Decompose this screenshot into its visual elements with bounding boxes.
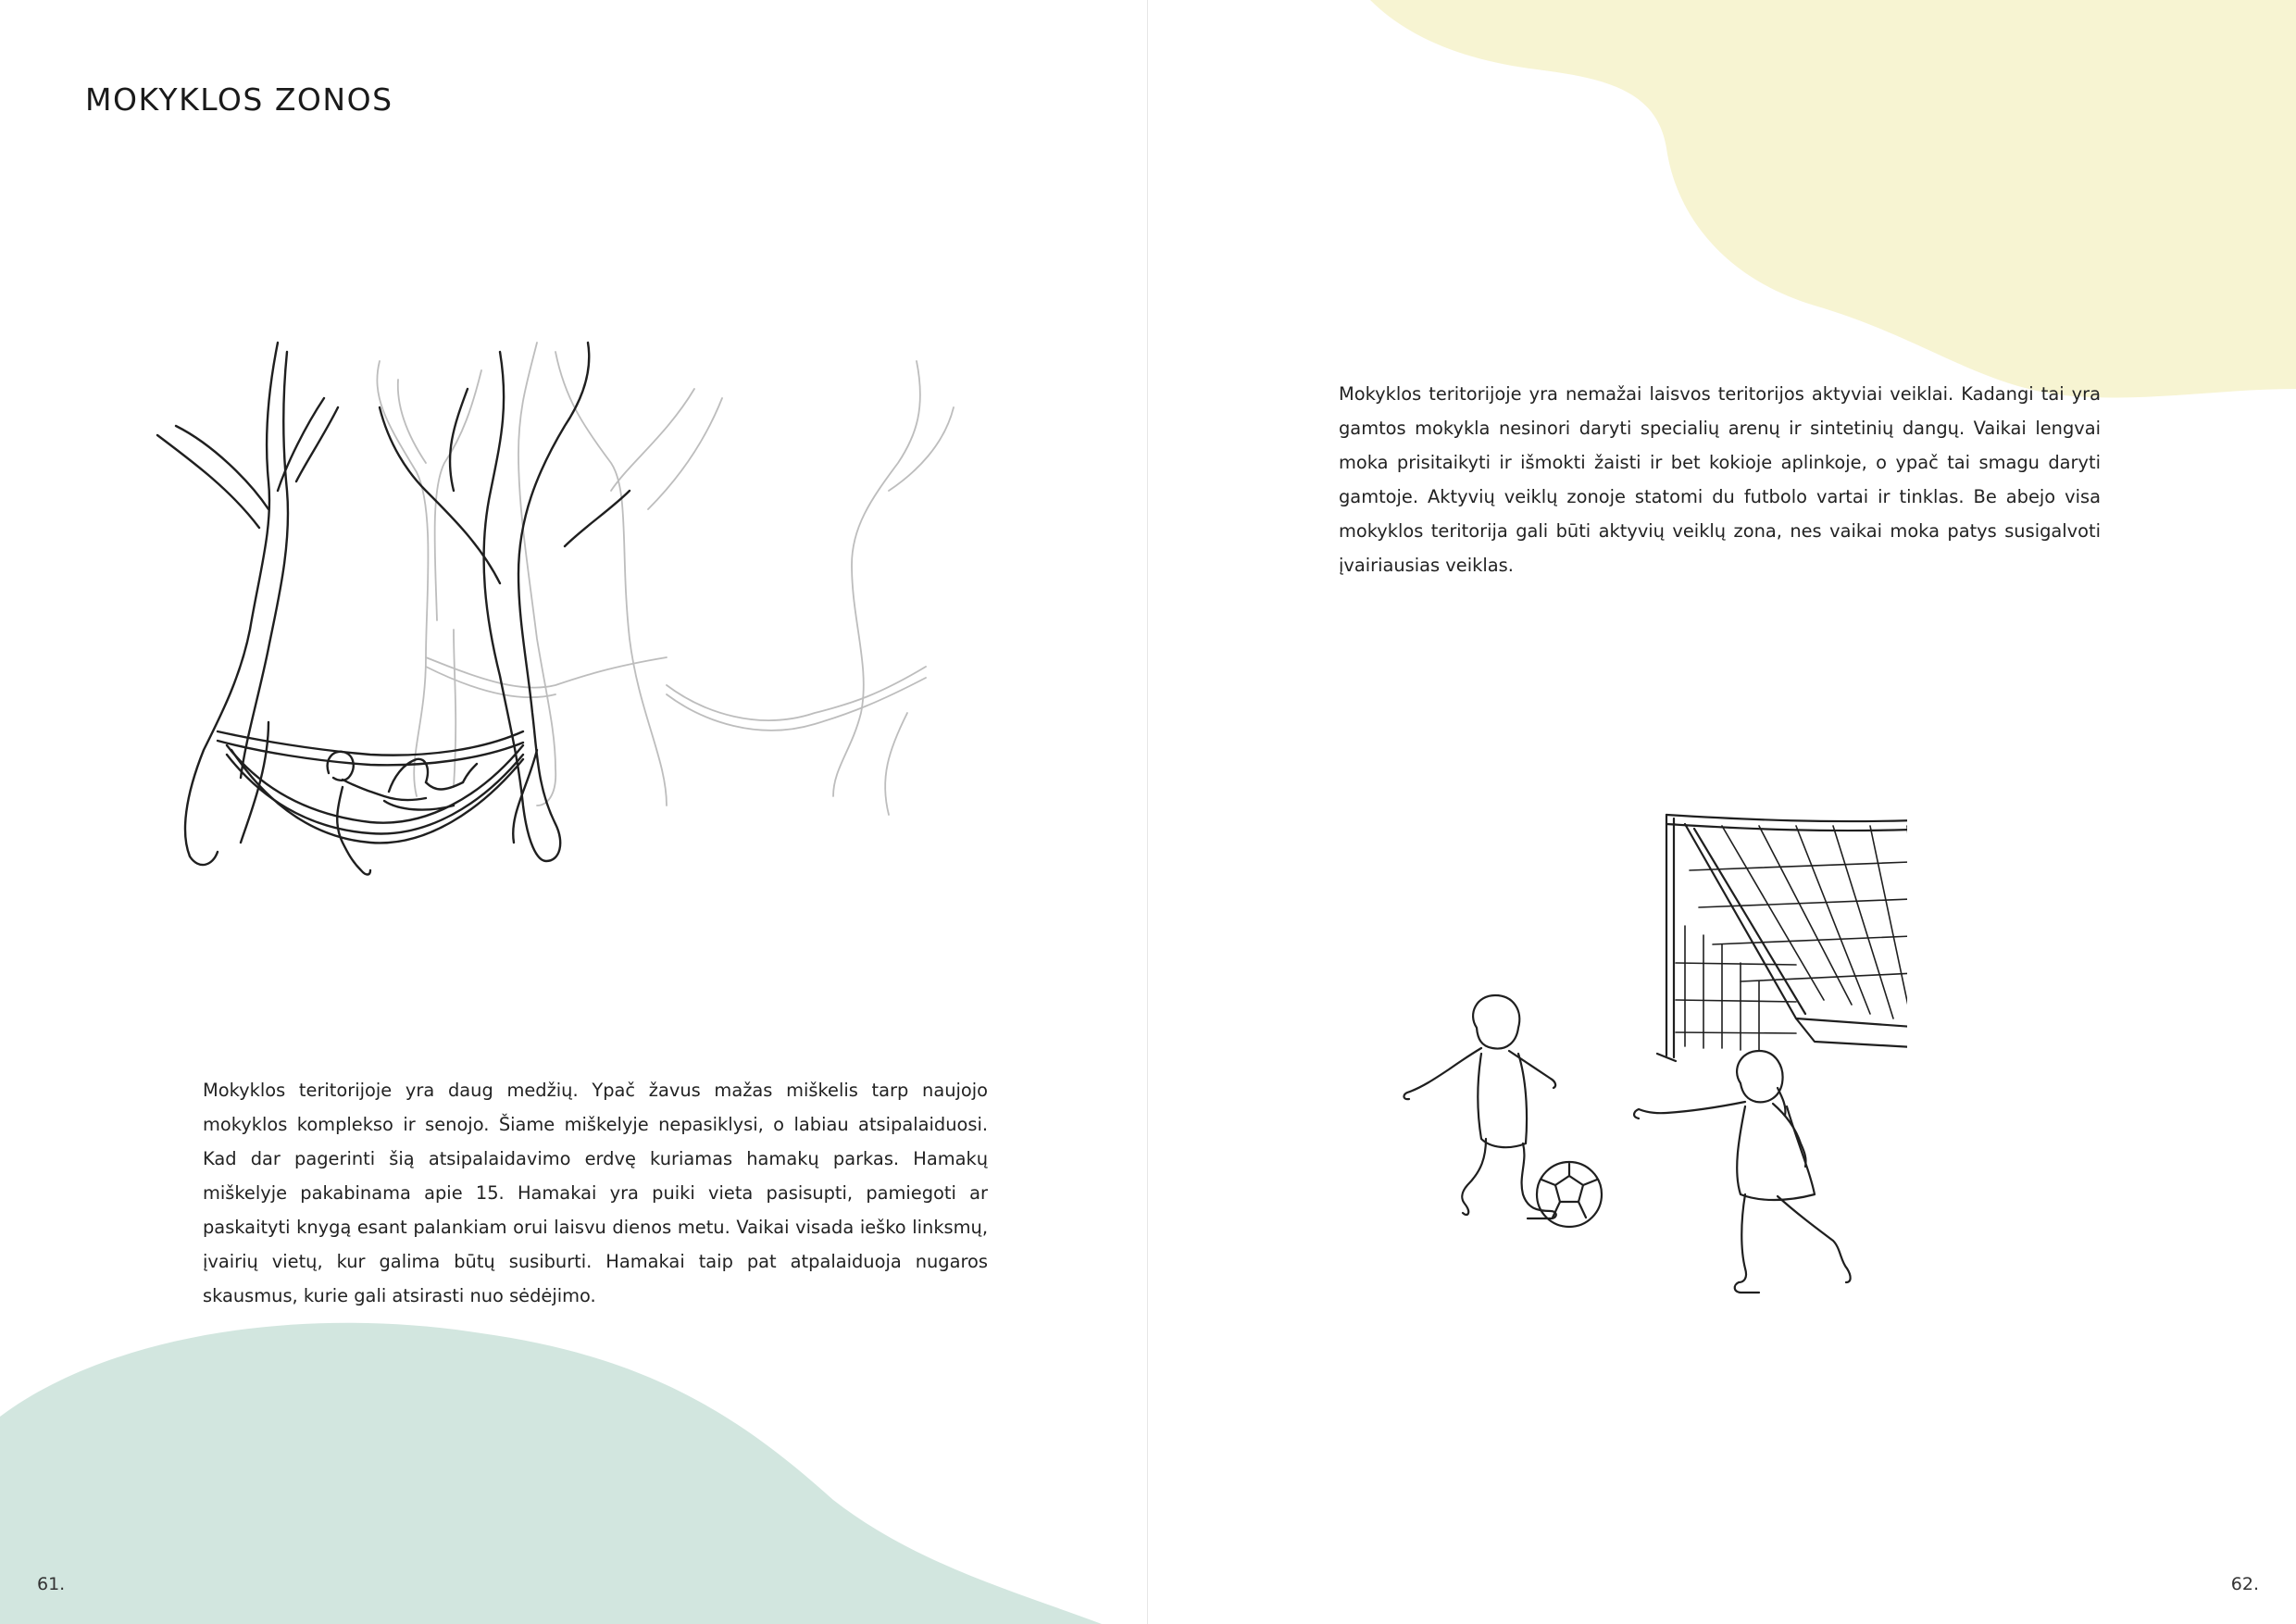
yellow-blob-decoration	[1370, 0, 2296, 407]
page-number-right: 62.	[2230, 1574, 2259, 1594]
page-number-left: 61.	[37, 1574, 66, 1594]
page-title: MOKYKLOS ZONOS	[85, 81, 393, 118]
right-body-paragraph: Mokyklos teritorijoje yra nemažai laisvos teritorijos aktyviai veiklai. Kadangi tai yra gamtos mokykla nesinori daryti specialių arenų ir sintetinių dangų. Vaikai lengvai moka prisitaikyti ir išmokti žaisti ir bet kokioje aplinkoje, o ypač tai smagu daryti gamtoje. Aktyvių veiklų zonoje statomi du futbolo vartai ir tinklas. Be abejo visa mokyklos teritorija gali būti aktyvių veiklų zona, nes vaikai moka patys susigalvoti įvairiausias veiklas.	[1339, 383, 2101, 576]
children-football-illustration	[1389, 806, 1907, 1380]
left-body-paragraph: Mokyklos teritorijoje yra daug medžių. Ypač žavus mažas miškelis tarp naujojo mokyklos komplekso ir senojo. Šiame miškelyje nepasiklysi, o labiau atsipalaiduosi. Kad dar pagerinti šią atsipalaidavimo erdvę kuriamas hamakų parkas. Hamakų miškelyje pakabinama apie 15. Hamakai yra puiki vieta pasisupti, pamiegoti ar paskaityti knygą esant palankiam orui laisvu dienos metu. Vaikai visada ieško linksmų, įvairių vietų, kur galima būtų susiburti. Hamakai taip pat atpalaiduoja nugaros skausmus, kurie gali atsirasti nuo sėdėjimo.	[203, 1080, 988, 1306]
mint-blob-decoration	[0, 1315, 1148, 1624]
right-page	[1148, 0, 2296, 1624]
hammock-trees-illustration	[148, 324, 1065, 880]
